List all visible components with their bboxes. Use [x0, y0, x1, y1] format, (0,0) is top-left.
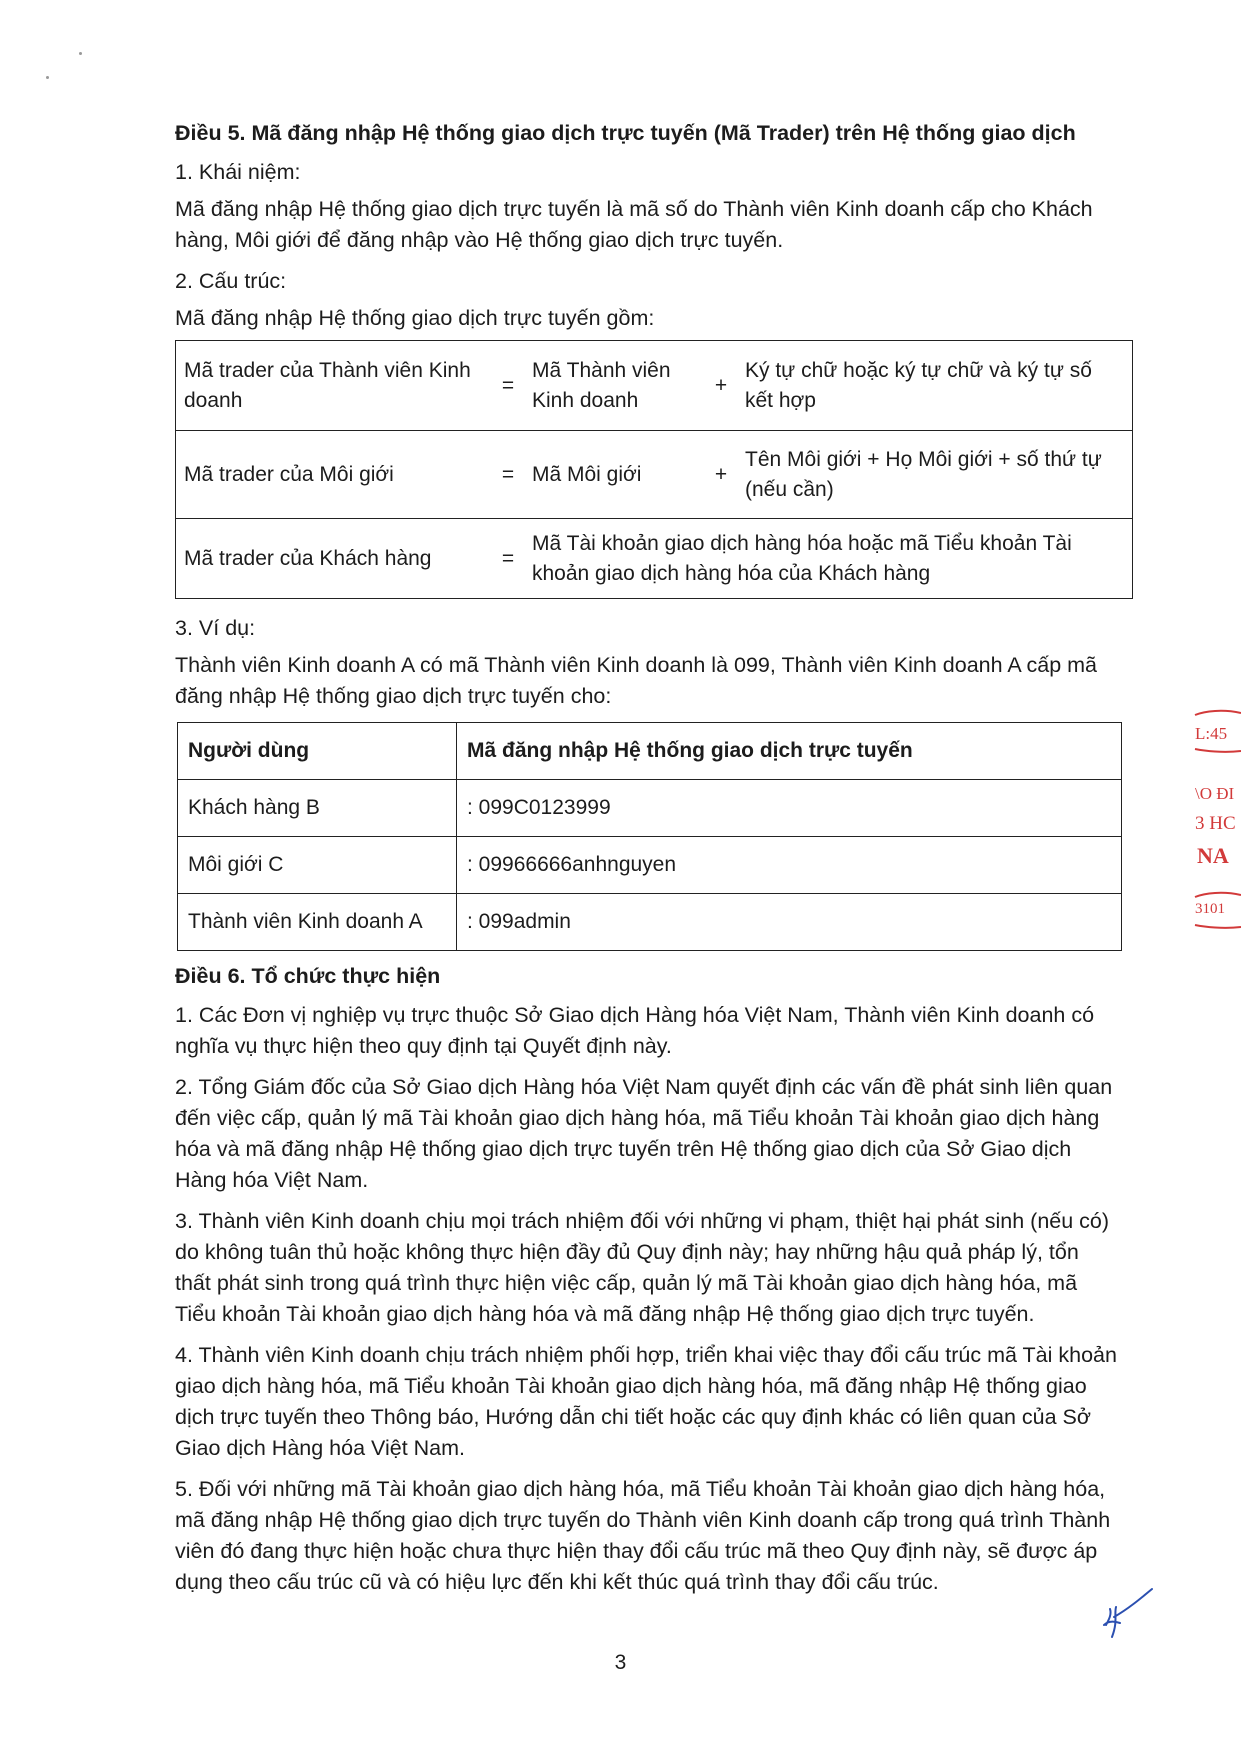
scan-speck	[79, 52, 82, 55]
structure-part-2: Tên Môi giới + Họ Môi giới + số thứ tự (nếu cần)	[737, 431, 1133, 519]
example-header-row	[178, 723, 1122, 780]
article-5-title: Điều 5. Mã đăng nhập Hệ thống giao dịch trực tuyến (Mã Trader) trên Hệ thống giao dịch	[175, 121, 1076, 145]
scan-speck	[46, 76, 49, 79]
equals-sign: =	[492, 519, 524, 599]
article-6-paragraph-5: 5. Đối với những mã Tài khoản giao dịch hàng hóa, mã Tiểu khoản Tài khoản giao dịch hàng hóa, mã đăng nhập Hệ thống giao dịch trực tuyến do Thành viên Kinh doanh cấp trong quá trình Thành viên đó đang thực hiện hoặc chưa thực hiện thay đổi cấu trúc mã theo Quy định này, sẽ được áp dụng theo cấu trúc cũ và có hiệu lực đến khi kết thúc quá trình thay đổi cấu trúc.	[175, 1477, 1111, 1594]
cell-user: Thành viên Kinh doanh A	[178, 894, 457, 951]
structure-row-member	[176, 341, 1133, 431]
handwritten-initial-icon	[1090, 1585, 1160, 1645]
red-seal-stamp-icon	[1193, 705, 1241, 935]
structure-part-2: Ký tự chữ hoặc ký tự chữ và ký tự số kết hợp	[737, 341, 1133, 431]
stamp-text-5: 3101	[1195, 901, 1225, 917]
example-codes-table	[177, 722, 1122, 951]
cell-code: : 09966666anhnguyen	[457, 837, 1122, 894]
trader-code-structure-table	[175, 340, 1133, 599]
article-5-item-3-label: 3. Ví dụ:	[175, 616, 256, 640]
structure-part-1: Mã Tài khoản giao dịch hàng hóa hoặc mã Tiểu khoản Tài khoản giao dịch hàng hóa của Khách hàng	[524, 519, 1133, 599]
equals-sign: =	[492, 431, 524, 519]
stamp-text-3: 3 HC	[1195, 813, 1236, 834]
structure-part-1: Mã Thành viên Kinh doanh	[524, 341, 705, 431]
stamp-text-2: \O ĐI	[1195, 784, 1235, 803]
table-row	[178, 894, 1122, 951]
column-header-code: Mã đăng nhập Hệ thống giao dịch trực tuyến	[457, 723, 1122, 780]
structure-name: Mã trader của Thành viên Kinh doanh	[176, 341, 493, 431]
stamp-text-4: NA	[1197, 843, 1229, 868]
cell-user: Môi giới C	[178, 837, 457, 894]
page-content	[175, 118, 1120, 1608]
article-5-item-3-text: Thành viên Kinh doanh A có mã Thành viên Kinh doanh là 099, Thành viên Kinh doanh A cấp mã đăng nhập Hệ thống giao dịch trực tuyến cho:	[175, 653, 1098, 708]
structure-name: Mã trader của Môi giới	[176, 431, 493, 519]
article-6-paragraph-3: 3. Thành viên Kinh doanh chịu mọi trách nhiệm đối với những vi phạm, thiệt hại phát sinh (nếu có) do không tuân thủ hoặc không thực hiện đầy đủ Quy định này; hay những hậu quả pháp lý, tổn thất phát sinh trong quá trình thực hiện việc cấp, quản lý mã Tài khoản giao dịch hàng hóa, mã Tiểu khoản Tài khoản giao dịch hàng hóa và mã đăng nhập Hệ thống giao dịch trực tuyến.	[175, 1209, 1110, 1326]
article-5-item-1-label: 1. Khái niệm:	[175, 160, 301, 184]
structure-part-1: Mã Môi giới	[524, 431, 705, 519]
article-6-title: Điều 6. Tổ chức thực hiện	[175, 964, 441, 988]
article-5-item-1-text: Mã đăng nhập Hệ thống giao dịch trực tuyến là mã số do Thành viên Kinh doanh cấp cho Khách hàng, Môi giới để đăng nhập vào Hệ thống giao dịch trực tuyến.	[175, 197, 1093, 252]
article-5-item-2-text: Mã đăng nhập Hệ thống giao dịch trực tuyến gồm:	[175, 306, 655, 330]
table-row	[178, 780, 1122, 837]
structure-row-customer	[176, 519, 1133, 599]
stamp-text-1: L:45	[1195, 724, 1228, 743]
plus-sign: +	[705, 431, 737, 519]
table-row	[178, 837, 1122, 894]
article-6-paragraph-2: 2. Tổng Giám đốc của Sở Giao dịch Hàng hóa Việt Nam quyết định các vấn đề phát sinh liên quan đến việc cấp, quản lý mã Tài khoản giao dịch hàng hóa, mã Tiểu khoản Tài khoản giao dịch hàng hóa và mã đăng nhập Hệ thống giao dịch trực tuyến trên Hệ thống giao dịch của Sở Giao dịch Hàng hóa Việt Nam.	[175, 1075, 1113, 1192]
plus-sign: +	[705, 341, 737, 431]
article-5-item-2-label: 2. Cấu trúc:	[175, 269, 287, 293]
equals-sign: =	[492, 341, 524, 431]
cell-code: : 099C0123999	[457, 780, 1122, 837]
page-number: 3	[614, 1651, 627, 1674]
structure-name: Mã trader của Khách hàng	[176, 519, 493, 599]
column-header-user: Người dùng	[178, 723, 457, 780]
cell-code: : 099admin	[457, 894, 1122, 951]
article-6-paragraph-4: 4. Thành viên Kinh doanh chịu trách nhiệm phối hợp, triển khai việc thay đổi cấu trúc mã Tài khoản giao dịch hàng hóa, mã Tiểu khoản Tài khoản giao dịch hàng hóa, mã đăng nhập Hệ thống giao dịch trực tuyến theo Thông báo, Hướng dẫn chi tiết hoặc các quy định khác có liên quan của Sở Giao dịch Hàng hóa Việt Nam.	[175, 1343, 1117, 1460]
structure-row-broker	[176, 431, 1133, 519]
article-6-paragraph-1: 1. Các Đơn vị nghiệp vụ trực thuộc Sở Giao dịch Hàng hóa Việt Nam, Thành viên Kinh doanh có nghĩa vụ thực hiện theo quy định tại Quyết định này.	[175, 1003, 1095, 1058]
cell-user: Khách hàng B	[178, 780, 457, 837]
